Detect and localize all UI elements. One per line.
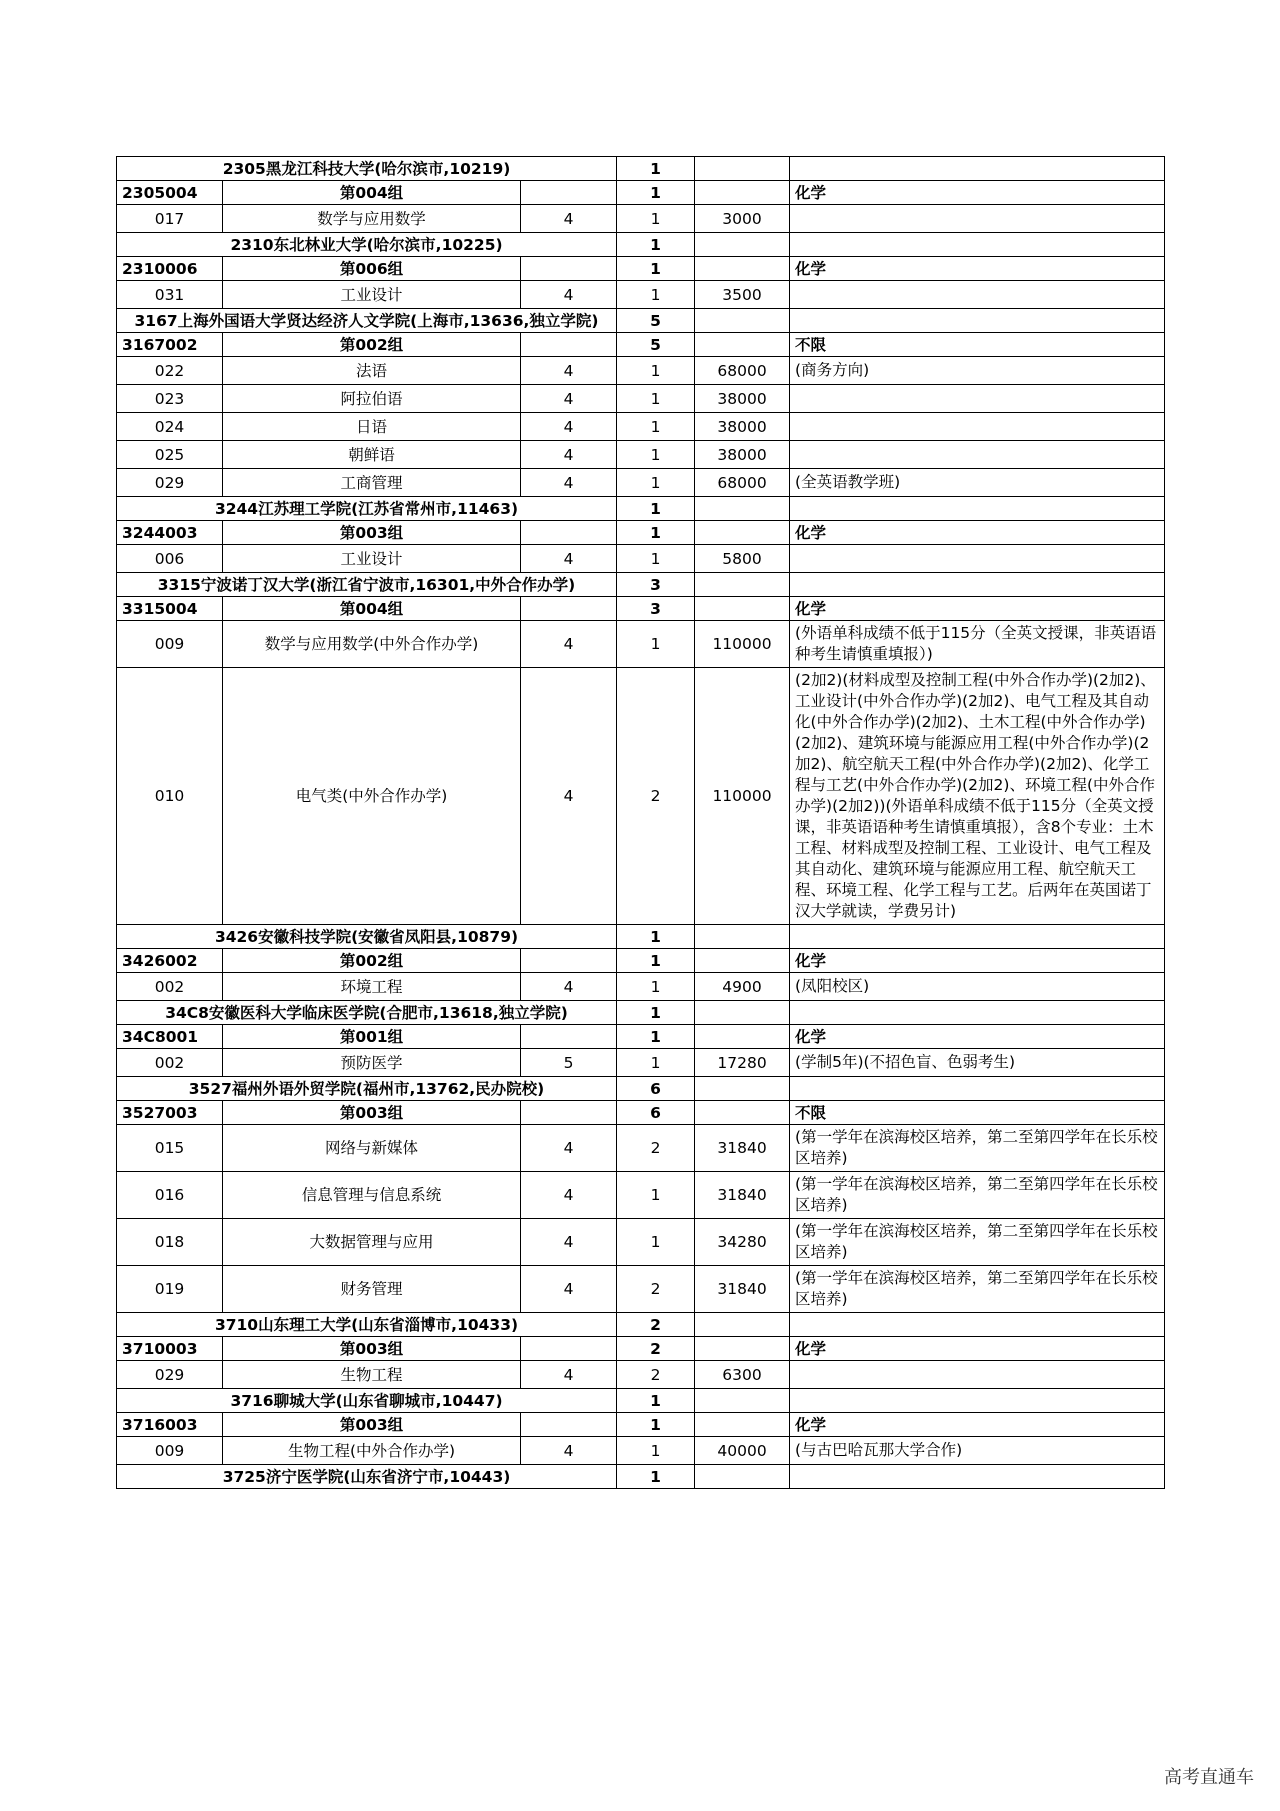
study-years: 4 bbox=[521, 1125, 617, 1172]
major-name: 预防医学 bbox=[223, 1049, 521, 1077]
major-plan-count: 1 bbox=[617, 1049, 695, 1077]
major-note bbox=[790, 205, 1165, 233]
subject-requirement: 化学 bbox=[790, 257, 1165, 281]
empty-cell bbox=[695, 257, 790, 281]
empty-cell bbox=[521, 949, 617, 973]
empty-cell bbox=[695, 497, 790, 521]
major-name: 生物工程(中外合作办学) bbox=[223, 1437, 521, 1465]
tuition-fee: 31840 bbox=[695, 1172, 790, 1219]
tuition-fee: 31840 bbox=[695, 1266, 790, 1313]
empty-cell bbox=[790, 1077, 1165, 1101]
empty-cell bbox=[695, 1101, 790, 1125]
major-code: 024 bbox=[117, 413, 223, 441]
study-years: 4 bbox=[521, 357, 617, 385]
study-years: 4 bbox=[521, 545, 617, 573]
empty-cell bbox=[695, 1001, 790, 1025]
tuition-fee: 6300 bbox=[695, 1361, 790, 1389]
group-plan-count: 1 bbox=[617, 521, 695, 545]
group-row bbox=[117, 1337, 1165, 1361]
group-code: 3716003 bbox=[117, 1413, 223, 1437]
group-plan-count: 1 bbox=[617, 181, 695, 205]
school-plan-count: 3 bbox=[617, 573, 695, 597]
major-note bbox=[790, 1361, 1165, 1389]
empty-cell bbox=[790, 1001, 1165, 1025]
empty-cell bbox=[695, 233, 790, 257]
school-name: 3710山东理工大学(山东省淄博市,10433) bbox=[117, 1313, 617, 1337]
major-name: 法语 bbox=[223, 357, 521, 385]
tuition-fee: 40000 bbox=[695, 1437, 790, 1465]
study-years: 4 bbox=[521, 621, 617, 668]
major-note bbox=[790, 545, 1165, 573]
group-name: 第004组 bbox=[223, 597, 521, 621]
empty-cell bbox=[695, 597, 790, 621]
subject-requirement: 化学 bbox=[790, 597, 1165, 621]
empty-cell bbox=[790, 233, 1165, 257]
school-plan-count: 6 bbox=[617, 1077, 695, 1101]
school-name: 3315宁波诺丁汉大学(浙江省宁波市,16301,中外合作办学) bbox=[117, 573, 617, 597]
school-row bbox=[117, 233, 1165, 257]
major-note: (第一学年在滨海校区培养，第二至第四学年在长乐校区培养) bbox=[790, 1266, 1165, 1313]
tuition-fee: 110000 bbox=[695, 668, 790, 925]
study-years: 4 bbox=[521, 469, 617, 497]
subject-requirement: 化学 bbox=[790, 521, 1165, 545]
group-code: 3426002 bbox=[117, 949, 223, 973]
school-plan-count: 1 bbox=[617, 1389, 695, 1413]
empty-cell bbox=[695, 1465, 790, 1489]
empty-cell bbox=[695, 925, 790, 949]
subject-requirement: 不限 bbox=[790, 1101, 1165, 1125]
group-row bbox=[117, 1413, 1165, 1437]
major-name: 信息管理与信息系统 bbox=[223, 1172, 521, 1219]
school-plan-count: 1 bbox=[617, 497, 695, 521]
study-years: 4 bbox=[521, 973, 617, 1001]
major-plan-count: 2 bbox=[617, 1266, 695, 1313]
major-plan-count: 1 bbox=[617, 545, 695, 573]
watermark-text: 高考直通车 bbox=[1164, 1767, 1254, 1788]
subject-requirement: 化学 bbox=[790, 949, 1165, 973]
major-note bbox=[790, 413, 1165, 441]
empty-cell bbox=[695, 1337, 790, 1361]
major-row bbox=[117, 1437, 1165, 1465]
major-code: 015 bbox=[117, 1125, 223, 1172]
major-name: 网络与新媒体 bbox=[223, 1125, 521, 1172]
school-name: 3716聊城大学(山东省聊城市,10447) bbox=[117, 1389, 617, 1413]
major-code: 002 bbox=[117, 973, 223, 1001]
empty-cell bbox=[695, 1313, 790, 1337]
school-name: 3426安徽科技学院(安徽省凤阳县,10879) bbox=[117, 925, 617, 949]
empty-cell bbox=[521, 1101, 617, 1125]
empty-cell bbox=[695, 1025, 790, 1049]
major-code: 018 bbox=[117, 1219, 223, 1266]
school-name: 3527福州外语外贸学院(福州市,13762,民办院校) bbox=[117, 1077, 617, 1101]
major-note: (与古巴哈瓦那大学合作) bbox=[790, 1437, 1165, 1465]
major-plan-count: 1 bbox=[617, 413, 695, 441]
major-row bbox=[117, 385, 1165, 413]
empty-cell bbox=[695, 573, 790, 597]
major-note: (全英语教学班) bbox=[790, 469, 1165, 497]
school-plan-count: 5 bbox=[617, 309, 695, 333]
study-years: 4 bbox=[521, 205, 617, 233]
major-code: 006 bbox=[117, 545, 223, 573]
major-row bbox=[117, 205, 1165, 233]
empty-cell bbox=[695, 333, 790, 357]
group-code: 2310006 bbox=[117, 257, 223, 281]
empty-cell bbox=[790, 1465, 1165, 1489]
group-code: 2305004 bbox=[117, 181, 223, 205]
major-note bbox=[790, 385, 1165, 413]
group-name: 第003组 bbox=[223, 1101, 521, 1125]
school-row bbox=[117, 497, 1165, 521]
empty-cell bbox=[790, 925, 1165, 949]
major-name: 数学与应用数学 bbox=[223, 205, 521, 233]
empty-cell bbox=[521, 257, 617, 281]
major-name: 朝鲜语 bbox=[223, 441, 521, 469]
empty-cell bbox=[695, 181, 790, 205]
group-plan-count: 5 bbox=[617, 333, 695, 357]
school-row bbox=[117, 573, 1165, 597]
major-note bbox=[790, 281, 1165, 309]
major-plan-count: 1 bbox=[617, 441, 695, 469]
study-years: 4 bbox=[521, 1361, 617, 1389]
major-note bbox=[790, 441, 1165, 469]
major-note: (凤阳校区) bbox=[790, 973, 1165, 1001]
major-code: 031 bbox=[117, 281, 223, 309]
tuition-fee: 38000 bbox=[695, 413, 790, 441]
major-plan-count: 2 bbox=[617, 1361, 695, 1389]
major-note: (第一学年在滨海校区培养，第二至第四学年在长乐校区培养) bbox=[790, 1172, 1165, 1219]
school-name: 34C8安徽医科大学临床医学院(合肥市,13618,独立学院) bbox=[117, 1001, 617, 1025]
major-name: 财务管理 bbox=[223, 1266, 521, 1313]
school-row bbox=[117, 1313, 1165, 1337]
major-code: 009 bbox=[117, 1437, 223, 1465]
group-name: 第006组 bbox=[223, 257, 521, 281]
tuition-fee: 17280 bbox=[695, 1049, 790, 1077]
major-row bbox=[117, 281, 1165, 309]
major-name: 大数据管理与应用 bbox=[223, 1219, 521, 1266]
major-code: 017 bbox=[117, 205, 223, 233]
major-code: 025 bbox=[117, 441, 223, 469]
study-years: 4 bbox=[521, 1266, 617, 1313]
subject-requirement: 化学 bbox=[790, 181, 1165, 205]
major-plan-count: 1 bbox=[617, 281, 695, 309]
major-row bbox=[117, 357, 1165, 385]
study-years: 4 bbox=[521, 413, 617, 441]
tuition-fee: 4900 bbox=[695, 973, 790, 1001]
group-plan-count: 1 bbox=[617, 1025, 695, 1049]
school-row bbox=[117, 1001, 1165, 1025]
group-name: 第003组 bbox=[223, 1337, 521, 1361]
empty-cell bbox=[695, 309, 790, 333]
school-name: 3725济宁医学院(山东省济宁市,10443) bbox=[117, 1465, 617, 1489]
empty-cell bbox=[790, 497, 1165, 521]
tuition-fee: 31840 bbox=[695, 1125, 790, 1172]
empty-cell bbox=[695, 521, 790, 545]
major-code: 029 bbox=[117, 1361, 223, 1389]
group-code: 34C8001 bbox=[117, 1025, 223, 1049]
major-code: 023 bbox=[117, 385, 223, 413]
group-row bbox=[117, 1025, 1165, 1049]
group-plan-count: 1 bbox=[617, 1413, 695, 1437]
subject-requirement: 不限 bbox=[790, 333, 1165, 357]
empty-cell bbox=[521, 181, 617, 205]
group-row bbox=[117, 597, 1165, 621]
major-code: 009 bbox=[117, 621, 223, 668]
empty-cell bbox=[790, 1313, 1165, 1337]
major-note: (学制5年)(不招色盲、色弱考生) bbox=[790, 1049, 1165, 1077]
empty-cell bbox=[790, 157, 1165, 181]
major-row bbox=[117, 469, 1165, 497]
study-years: 4 bbox=[521, 1172, 617, 1219]
group-row bbox=[117, 521, 1165, 545]
study-years: 4 bbox=[521, 668, 617, 925]
group-name: 第001组 bbox=[223, 1025, 521, 1049]
group-code: 3710003 bbox=[117, 1337, 223, 1361]
group-plan-count: 1 bbox=[617, 949, 695, 973]
major-name: 工业设计 bbox=[223, 545, 521, 573]
school-plan-count: 1 bbox=[617, 233, 695, 257]
school-plan-count: 1 bbox=[617, 1001, 695, 1025]
major-plan-count: 1 bbox=[617, 973, 695, 1001]
school-row bbox=[117, 925, 1165, 949]
empty-cell bbox=[695, 1077, 790, 1101]
tuition-fee: 68000 bbox=[695, 357, 790, 385]
major-name: 日语 bbox=[223, 413, 521, 441]
study-years: 4 bbox=[521, 1219, 617, 1266]
group-row bbox=[117, 1101, 1165, 1125]
table-body bbox=[117, 157, 1165, 1489]
tuition-fee: 3000 bbox=[695, 205, 790, 233]
tuition-fee: 34280 bbox=[695, 1219, 790, 1266]
tuition-fee: 38000 bbox=[695, 385, 790, 413]
major-note: (2加2)(材料成型及控制工程(中外合作办学)(2加2)、工业设计(中外合作办学)(2加2)、电气工程及其自动化(中外合作办学)(2加2)、土木工程(中外合作办学)(2加2)、建筑环境与能源应用工程(中外合作办学)(2加2)、航空航天工程(中外合作办学)(2加2)、化学工程与工艺(中外合作办学)(2加2)、环境工程(中外合作办学)(2加2))(外语单科成绩不低于115分（全英文授课，非英语语种考生请慎重填报），含8个专业：土木工程、材料成型及控制工程、工业设计、电气工程及其自动化、建筑环境与能源应用工程、航空航天工程、环境工程、化学工程与工艺。后两年在英国诺丁汉大学就读，学费另计) bbox=[790, 668, 1165, 925]
major-note: (商务方向) bbox=[790, 357, 1165, 385]
school-name: 2310东北林业大学(哈尔滨市,10225) bbox=[117, 233, 617, 257]
major-plan-count: 1 bbox=[617, 1172, 695, 1219]
empty-cell bbox=[521, 333, 617, 357]
subject-requirement: 化学 bbox=[790, 1025, 1165, 1049]
school-row bbox=[117, 1465, 1165, 1489]
school-row bbox=[117, 309, 1165, 333]
study-years: 4 bbox=[521, 1437, 617, 1465]
subject-requirement: 化学 bbox=[790, 1413, 1165, 1437]
study-years: 4 bbox=[521, 441, 617, 469]
major-row bbox=[117, 1219, 1165, 1266]
empty-cell bbox=[790, 1389, 1165, 1413]
empty-cell bbox=[521, 597, 617, 621]
major-plan-count: 1 bbox=[617, 205, 695, 233]
major-note: (第一学年在滨海校区培养，第二至第四学年在长乐校区培养) bbox=[790, 1125, 1165, 1172]
group-name: 第002组 bbox=[223, 949, 521, 973]
admission-plan-table bbox=[116, 156, 1165, 1489]
group-plan-count: 1 bbox=[617, 257, 695, 281]
group-row bbox=[117, 333, 1165, 357]
school-row bbox=[117, 157, 1165, 181]
major-row bbox=[117, 1049, 1165, 1077]
school-name: 3244江苏理工学院(江苏省常州市,11463) bbox=[117, 497, 617, 521]
school-plan-count: 1 bbox=[617, 1465, 695, 1489]
major-code: 002 bbox=[117, 1049, 223, 1077]
major-name: 工商管理 bbox=[223, 469, 521, 497]
tuition-fee: 110000 bbox=[695, 621, 790, 668]
major-code: 016 bbox=[117, 1172, 223, 1219]
school-plan-count: 1 bbox=[617, 925, 695, 949]
major-row bbox=[117, 1172, 1165, 1219]
major-name: 电气类(中外合作办学) bbox=[223, 668, 521, 925]
group-code: 3527003 bbox=[117, 1101, 223, 1125]
empty-cell bbox=[790, 309, 1165, 333]
major-code: 010 bbox=[117, 668, 223, 925]
major-plan-count: 1 bbox=[617, 469, 695, 497]
major-plan-count: 1 bbox=[617, 385, 695, 413]
group-name: 第004组 bbox=[223, 181, 521, 205]
group-row bbox=[117, 949, 1165, 973]
group-code: 3315004 bbox=[117, 597, 223, 621]
group-name: 第002组 bbox=[223, 333, 521, 357]
empty-cell bbox=[790, 573, 1165, 597]
major-name: 数学与应用数学(中外合作办学) bbox=[223, 621, 521, 668]
major-row bbox=[117, 973, 1165, 1001]
major-name: 环境工程 bbox=[223, 973, 521, 1001]
major-plan-count: 2 bbox=[617, 668, 695, 925]
school-row bbox=[117, 1389, 1165, 1413]
school-plan-count: 2 bbox=[617, 1313, 695, 1337]
major-name: 阿拉伯语 bbox=[223, 385, 521, 413]
group-plan-count: 2 bbox=[617, 1337, 695, 1361]
major-plan-count: 2 bbox=[617, 1125, 695, 1172]
major-note: (第一学年在滨海校区培养，第二至第四学年在长乐校区培养) bbox=[790, 1219, 1165, 1266]
school-plan-count: 1 bbox=[617, 157, 695, 181]
major-row bbox=[117, 441, 1165, 469]
study-years: 5 bbox=[521, 1049, 617, 1077]
empty-cell bbox=[521, 1413, 617, 1437]
major-row bbox=[117, 545, 1165, 573]
empty-cell bbox=[695, 1413, 790, 1437]
major-plan-count: 1 bbox=[617, 1437, 695, 1465]
empty-cell bbox=[695, 949, 790, 973]
major-code: 019 bbox=[117, 1266, 223, 1313]
group-row bbox=[117, 181, 1165, 205]
empty-cell bbox=[695, 157, 790, 181]
major-plan-count: 1 bbox=[617, 621, 695, 668]
empty-cell bbox=[521, 1337, 617, 1361]
empty-cell bbox=[695, 1389, 790, 1413]
school-name: 2305黑龙江科技大学(哈尔滨市,10219) bbox=[117, 157, 617, 181]
group-plan-count: 3 bbox=[617, 597, 695, 621]
school-name: 3167上海外国语大学贤达经济人文学院(上海市,13636,独立学院) bbox=[117, 309, 617, 333]
study-years: 4 bbox=[521, 281, 617, 309]
group-row bbox=[117, 257, 1165, 281]
group-name: 第003组 bbox=[223, 1413, 521, 1437]
major-code: 029 bbox=[117, 469, 223, 497]
major-row bbox=[117, 413, 1165, 441]
tuition-fee: 3500 bbox=[695, 281, 790, 309]
major-name: 工业设计 bbox=[223, 281, 521, 309]
group-name: 第003组 bbox=[223, 521, 521, 545]
major-plan-count: 1 bbox=[617, 357, 695, 385]
group-code: 3244003 bbox=[117, 521, 223, 545]
group-plan-count: 6 bbox=[617, 1101, 695, 1125]
major-row bbox=[117, 1361, 1165, 1389]
major-name: 生物工程 bbox=[223, 1361, 521, 1389]
empty-cell bbox=[521, 521, 617, 545]
tuition-fee: 68000 bbox=[695, 469, 790, 497]
major-row bbox=[117, 668, 1165, 925]
major-note: (外语单科成绩不低于115分（全英文授课，非英语语种考生请慎重填报）) bbox=[790, 621, 1165, 668]
major-row bbox=[117, 1266, 1165, 1313]
subject-requirement: 化学 bbox=[790, 1337, 1165, 1361]
tuition-fee: 5800 bbox=[695, 545, 790, 573]
school-row bbox=[117, 1077, 1165, 1101]
major-row bbox=[117, 1125, 1165, 1172]
study-years: 4 bbox=[521, 385, 617, 413]
major-plan-count: 1 bbox=[617, 1219, 695, 1266]
major-code: 022 bbox=[117, 357, 223, 385]
group-code: 3167002 bbox=[117, 333, 223, 357]
major-row bbox=[117, 621, 1165, 668]
empty-cell bbox=[521, 1025, 617, 1049]
tuition-fee: 38000 bbox=[695, 441, 790, 469]
